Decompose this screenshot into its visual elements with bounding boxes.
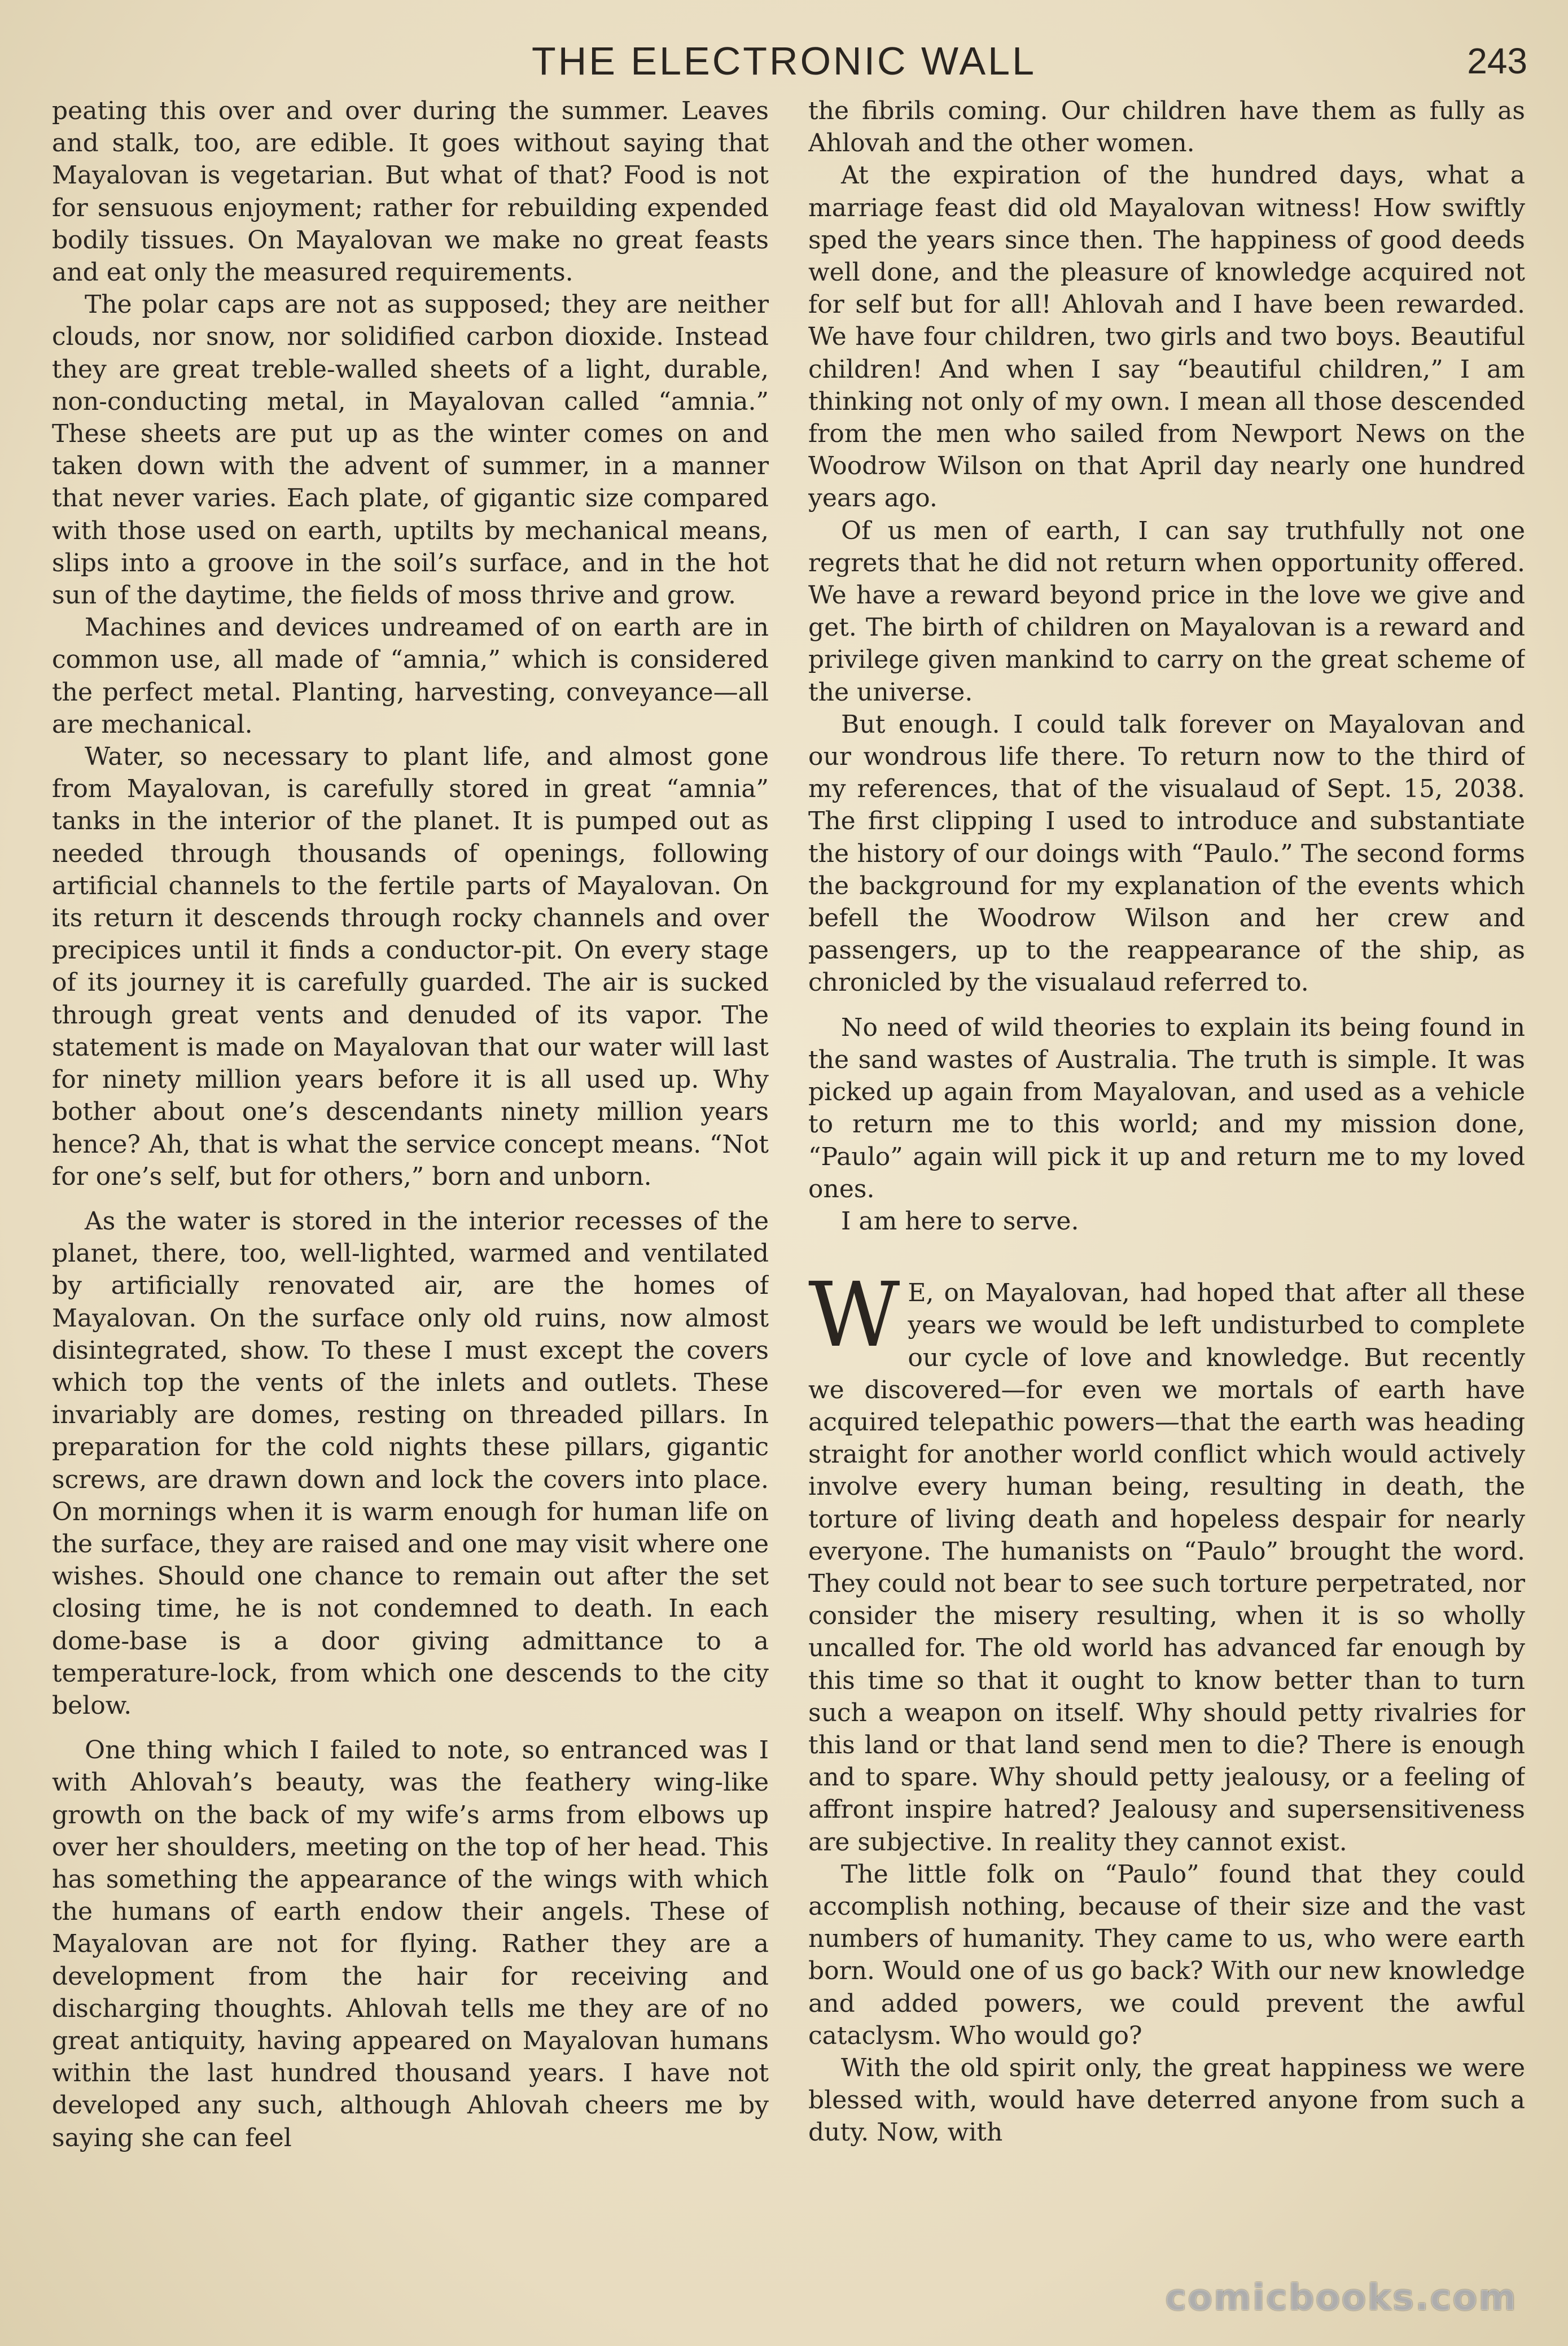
paragraph: As the water is stored in the interior recesses of the planet, there, too, well-lighted, warmed and ventilated by artificially renovated air, are the homes of Mayalovan. On the surface only old ruins, now almost disintegrated, show. To these I must except the covers which top the vents of the inlets and outlets. These invariably are domes, resting on threaded pillars. In preparation for the cold nights these pillars, gigantic screws, are drawn down and lock the covers into place. On mornings when it is warm enough for human life on the surface, they are raised and one may visit where one wishes. Should one chance to remain out after the set closing time, he is not condemned to death. In each dome-base is a door giving admittance to a temperature-lock, from which one descends to the city below. <box>52 1206 769 1720</box>
section-opening-paragraph <box>808 1263 1525 1858</box>
paragraph: One thing which I failed to note, so entranced was I with Ahlovah’s beauty, was the feathery wing-like growth on the back of my wife’s arms from elbows up over her shoulders, meeting on the top of her head. This has something the appearance of the wings with which the humans of earth endow their angels. These of Mayalovan are not for flying. Rather they are a development from the hair for receiving and discharging thoughts. Ahlovah tells me they are of no great antiquity, having appeared on Mayalovan humans within the last hundred thousand years. I have not developed any such, although Ahlovah cheers me by saying she can feel <box>52 1736 769 2152</box>
page-header <box>0 35 1568 87</box>
paragraph: I am here to serve. <box>841 1206 1079 1236</box>
paragraph: Water, so necessary to plant life, and almost gone from Mayalovan, is carefully stored in great “amnia” tanks in the interior of the planet. It is pumped out as needed through thousands of openings, following artificial channels to the fertile parts of Mayalovan. On its return it descends through rocky channels and over precipices until it finds a conductor-pit. On every stage of its journey it is carefully guarded. The air is sucked through great vents and denuded of its vapor. The statement is made on Mayalovan that our water will last for ninety million years before it is all used up. Why bother about one’s descendants ninety million years hence? Ah, that is what the service concept means. “Not for one’s self, but for others,” born and unborn. <box>52 742 769 1191</box>
paragraph: No need of wild theories to explain its being found in the sand wastes of Australia. The truth is simple. It was picked up again from Mayalovan, and used as a vehicle to return me to this world; and my mission done, “Paulo” again will pick it up and return me to my loved ones. <box>808 1013 1525 1203</box>
right-column <box>808 95 1525 2296</box>
section-opening-text: E, on Mayalovan, had hoped that after all these years we would be left undisturbed to complete our cycle of love and knowledge. But recently we discovered—for even we mortals of earth have acquired telepathic powers—that the earth was heading straight for another world conflict which would actively involve every human being, resulting in death, the torture of living death and hopeless despair for nearly everyone. The humanists on “Paulo” brought the word. They could not bear to see such torture perpetrated, nor consider the misery resulting, when it is so wholly uncalled for. The old world has advanced far enough by this time so that it ought to know better than to turn such a weapon on itself. Why should petty rivalries for this land or that land send men to die? There is enough and to spare. Why should petty jealousy, or a feeling of affront inspire hatred? Jealousy and supersensitiveness are subjective. In reality they cannot exist. <box>808 1279 1525 1857</box>
running-title: THE ELECTRONIC WALL <box>531 39 1037 83</box>
paragraph: Of us men of earth, I can say truthfully not one regrets that he did not return when opportunity offered. We have a reward beyond price in the love we give and get. The birth of children on Mayalovan is a reward and privilege given mankind to carry on the great scheme of the universe. <box>808 516 1525 707</box>
paragraph: peating this over and over during the summer. Leaves and stalk, too, are edible. It goes without saying that Mayalovan is vegetarian. But what of that? Food is not for sensuous enjoyment; rather for rebuilding expended bodily tissues. On Mayalovan we make no great feasts and eat only the measured requirements. <box>52 97 769 287</box>
drop-cap: W <box>808 1263 900 1368</box>
paragraph: With the old spirit only, the great happiness we were blessed with, would have deterred anyone from such a duty. Now, with <box>808 2053 1525 2147</box>
paragraph: But enough. I could talk forever on Mayalovan and our wondrous life there. To return now to the third of my references, that of the visualaud of Sept. 15, 2038. The first clipping I used to introduce and substantiate the history of our doings with “Paulo.” The second forms the background for my explanation of the events which befell the Woodrow Wilson and her crew and passengers, up to the reappearance of the ship, as chronicled by the visualaud referred to. <box>808 710 1525 997</box>
site-watermark: comicbooks.com <box>1165 2277 1517 2319</box>
paragraph: The little folk on “Paulo” found that they could accomplish nothing, because of their size and the vast numbers of humanity. They came to us, who were earth born. Would one of us go back? With our new knowledge and added powers, we could prevent the awful cataclysm. Who would go? <box>808 1859 1525 2050</box>
paragraph: The polar caps are not as supposed; they are neither clouds, nor snow, nor solidified carbon dioxide. Instead they are great treble-walled sheets of a light, durable, non-conducting metal, in Mayalovan called “amnia.” These sheets are put up as the winter comes on and taken down with the advent of summer, in a manner that never varies. Each plate, of gigantic size compared with those used on earth, uptilts by mechanical means, slips into a groove in the soil’s surface, and in the hot sun of the daytime, the fields of moss thrive and grow. <box>52 290 769 610</box>
page-number: 243 <box>1467 41 1527 81</box>
paragraph: Machines and devices undreamed of on earth are in common use, all made of “amnia,” which is considered the perfect metal. Planting, harvesting, conveyance—all are mechanical. <box>52 613 769 739</box>
paragraph: At the expiration of the hundred days, what a marriage feast did old Mayalovan witness! How swiftly sped the years since then. The happiness of good deeds well done, and the pleasure of knowledge acquired not for self but for all! Ahlovah and I have been rewarded. We have four children, two girls and two boys. Beautiful children! And when I say “beautiful children,” I am thinking not only of my own. I mean all those descended from the men who sailed from Newport News on the Woodrow Wilson on that April day nearly one hundred years ago. <box>808 161 1525 513</box>
paragraph: the fibrils coming. Our children have them as fully as Ahlovah and the other women. <box>808 97 1525 158</box>
left-column <box>52 95 769 2296</box>
